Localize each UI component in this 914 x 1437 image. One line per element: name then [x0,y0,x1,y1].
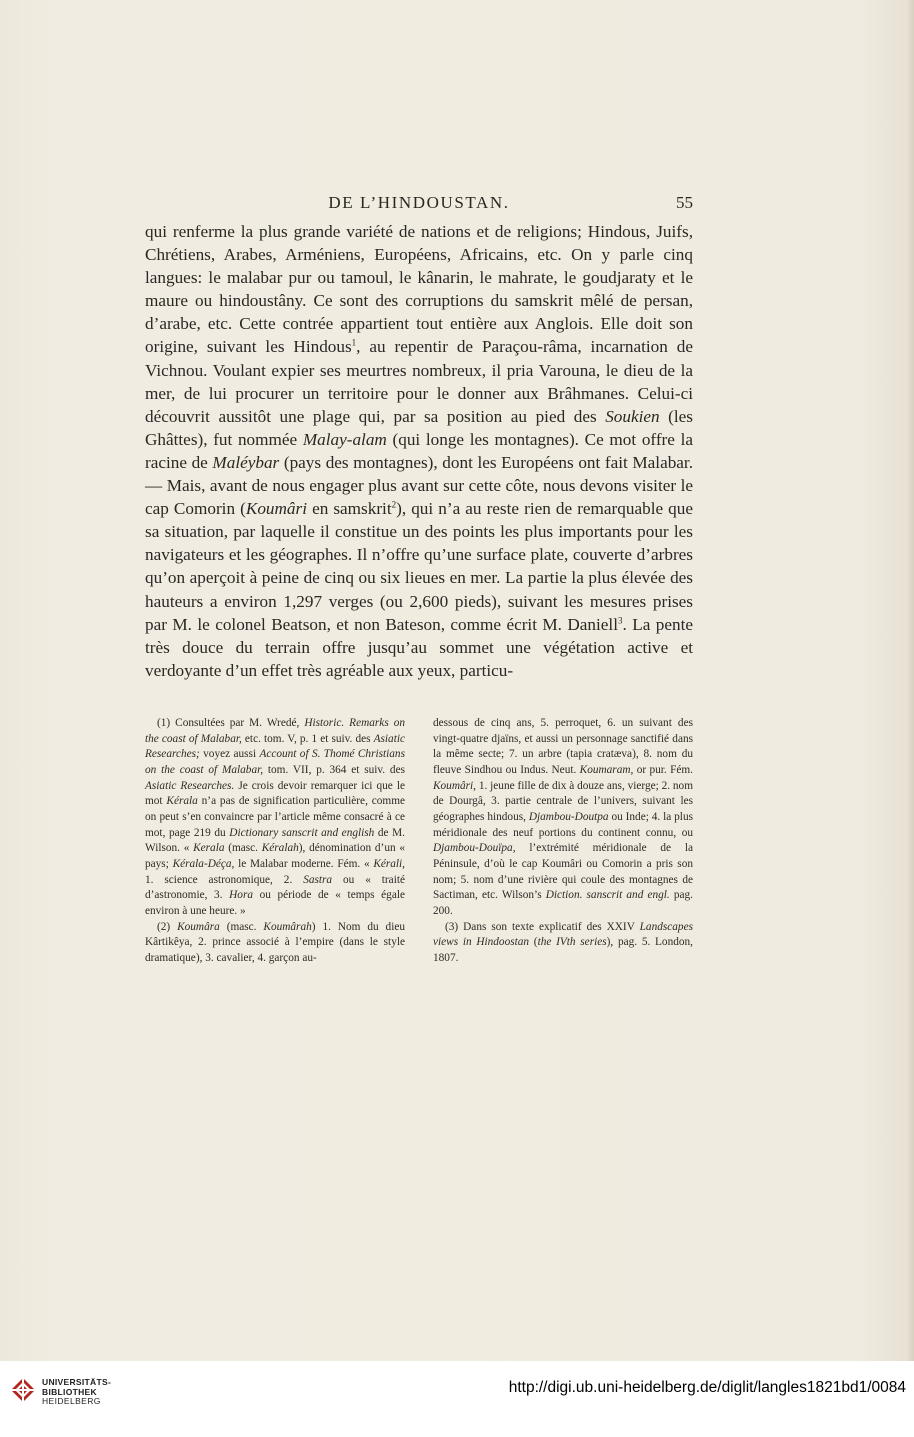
library-name-line-3: HEIDELBERG [42,1396,101,1406]
italic-text: Maléybar [212,452,280,472]
viewer-footer [0,1361,914,1437]
footnote-text: ( [529,936,538,949]
running-head-title: DE L’HINDOUSTAN. [328,193,510,212]
italic-text: Asiatic Researches. [145,779,235,792]
footnote-ref: 3 [618,614,623,625]
footnote-text: ou période de « temps égale environ à une heure. » [145,889,405,917]
footnote-text: pag. 200. [433,889,693,917]
footnote [145,920,405,967]
italic-text: Diction. sanscrit and engl. [545,889,670,902]
footnotes-right-column [433,716,693,967]
footnote-ref: 1 [351,337,357,348]
italic-text: Sastra [303,873,333,886]
main-text [145,220,693,682]
footnote-text: ou « traité d’astronomie, 3. [145,873,405,902]
footnote [145,716,405,920]
footnote-text: l’extrémité méridionale de la Péninsule, d’où le cap Koumâri ou Comorin a pris son nom; 5. nom d’une rivière qui coule des montagnes de Sactiman, etc. Wilson’s [433,842,693,902]
text-run: ), qui n’a au reste rien de remarquable que sa situation, par laquelle il constitue un des points les plus importants pour les navigateurs et les géographes. Il n’offre qu’une surface plate, couverte d’arbres qu’on aperçoit à peine de cinq ou six lieues en mer. La partie la plus élevée des hauteurs a environ 1,297 verges (ou 2,600 pieds), suivant les mesures prises par M. le colonel Beatson, et non Bateson, comme écrit M. Daniell [145,499,693,634]
footnote-text: (1) Consultées par M. Wredé, [157,717,305,729]
footnote-text: (3) Dans son texte explicatif des XXIV [445,920,640,933]
footnote [433,716,693,920]
page-number: 55 [676,193,693,212]
library-name [42,1378,111,1407]
italic-text: Djambou-Doutpa [528,810,609,823]
footnote-text: etc. tom. V, p. 1 et suiv. des [241,732,374,745]
text-run: (pays des montagnes), dont les Européens ont fait Malabar. — Mais, avant de nous engager plus avant sur cette côte, nous devons visiter le cap Comorin ( [145,452,694,519]
footnotes-left-column [145,716,405,967]
library-name-line-2: BIBLIOTHEK [42,1386,97,1397]
footnote-text: 1. jeune fille de dix à douze ans, vierge; 2. nom de Dourgâ, 3. partie centrale de l’univers, suivant les géographes hindous, [433,779,693,823]
italic-text: Account of S. Thomé Christians on the coast of Malabar, [145,748,405,776]
italic-text: Kérali, [373,857,406,870]
footnote-text: ), dénomination d’un « pays; [145,842,405,870]
footnote-text: ou Inde; 4. la plus méridionale des neuf portions du continent connu, ou [433,810,693,839]
italic-text: Koumâri [245,499,307,519]
italic-text: Kérala-Déça, [172,857,235,870]
italic-text: Soukien [605,406,660,426]
text-run: (les Ghâttes), fut nommée [145,406,693,449]
italic-text: Kérala [166,795,198,808]
italic-text: Landscapes views in Hindoostan [433,920,693,949]
footnote-text: ), pag. 5. London, 1807. [433,936,694,964]
footnote-text: Je crois devoir remarquer ici que le mot [145,779,405,808]
text-run: . La pente très douce du terrain offre jusqu’au sommet une végétation active et verdoyante d’un effet très agréable aux yeux, particu- [145,614,693,680]
footnote-text: (2) [157,920,178,933]
italic-text: Hora [229,889,253,902]
footnote-text: n’a pas de signification particulière, comme on peut s’en convaincre par l’article même consacré à ce mot, page 219 du [145,795,405,839]
footnote-text: dessous de cinq ans, 5. perroquet, 6. un suivant des vingt-quatre djaïns, et aussi un personnage sanctifié dans la même secte; 7. un arbre (tapia cratæva), 8. nom du fleuve Sindhou ou Indus. Neut. [433,717,693,776]
footnote-text: le Malabar moderne. Fém. « [234,857,374,870]
italic-text: Koumâri, [433,779,476,792]
footnote-text: de M. Wilson. « [145,826,405,855]
italic-text: Djambou-Douïpa, [433,842,516,855]
footnote [433,920,693,967]
italic-text: Malay-alam [302,429,387,449]
italic-text: Kerala [193,842,225,855]
text-run: (qui longe les montagnes). Ce mot offre la racine de [145,429,693,472]
text-run: , au repentir de Paraçou-râma, incarnation de Vichnou. Voulant expier ses meurtres nombreux, il pria Varouna, le dieu de la mer, de lui procurer un territoire pour le donner aux Brâhmanes. Celui-ci découvrit aussitôt une plage qui, par sa position au pied des [145,337,693,426]
footnote-text: (masc. [219,920,264,933]
italic-text: Koumârah [263,920,312,933]
library-logo-icon [10,1377,36,1403]
footnote-text: (masc. [224,842,262,855]
italic-text: Koumaram, [579,763,634,776]
footnote-text: voyez aussi [199,748,260,761]
italic-text: the IVth series [537,936,607,949]
italic-text: Dictionary sanscrit and english [229,826,375,839]
main-paragraph [145,220,693,682]
footnote-ref: 2 [391,499,397,510]
text-run: en samskrit [306,499,392,519]
italic-text: Asiatic Researches; [145,732,405,761]
running-head [145,193,693,217]
italic-text: Historic. Remarks on the coast of Malabar, [145,717,406,745]
footnote-text: tom. VII, p. 364 et suiv. des [263,763,405,776]
footnote-text: ) 1. Nom du dieu Kârtikêya, 2. prince associé à l’empire (dans le style dramatique), 3. cavalier, 4. garçon au- [145,920,406,964]
footnote-text: or pur. Fém. [633,763,693,776]
text-run: qui renferme la plus grande variété de nations et de religions; Hindous, Juifs, Chrétiens, Arabes, Arméniens, Européens, Africains, etc. On y parle cinq langues: le malabar pur ou tamoul, le kânarin, le mahrate, le goudjaraty et le maure ou hindoustâny. Ce sont des corruptions du samskrit mêlé de persan, d’arabe, etc. Cette contrée appartient tout entière aux Anglois. Elle doit son origine, suivant les Hindous [145,222,693,357]
library-name-line-1: UNIVERSITÄTS- [42,1377,112,1387]
page-edge [908,0,914,1437]
italic-text: Kéralah [261,842,299,855]
permalink-url[interactable]: http://digi.ub.uni-heidelberg.de/diglit/langles1821bd1/0084 [508,1379,906,1396]
footnote-text: 1. science astronomique, 2. [145,873,304,886]
italic-text: Koumâra [177,920,220,933]
